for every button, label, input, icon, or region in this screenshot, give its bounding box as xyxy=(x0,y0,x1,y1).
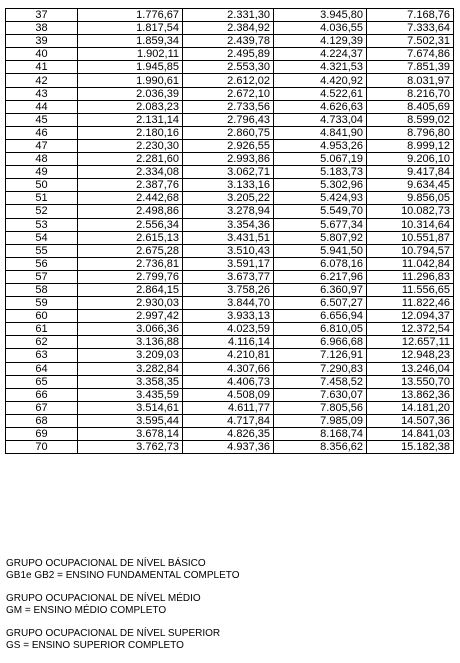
group-gs-cell: 5.941,50 xyxy=(274,244,367,257)
table-row xyxy=(6,218,454,231)
group-gm-cell: 3.758,26 xyxy=(183,283,274,296)
level-cell: 59 xyxy=(6,297,78,310)
group-gm-cell: 4.611,77 xyxy=(183,401,274,414)
group-top-cell: 9.206,10 xyxy=(367,153,454,166)
group-gb-cell: 2.131,14 xyxy=(78,113,183,126)
level-cell: 61 xyxy=(6,323,78,336)
group-gm-cell: 2.612,02 xyxy=(183,74,274,87)
table-row xyxy=(6,9,454,22)
note-detail: GB1e GB2 = ENSINO FUNDAMENTAL COMPLETO xyxy=(6,569,240,581)
level-cell: 70 xyxy=(6,441,78,454)
group-gs-cell: 6.078,16 xyxy=(274,257,367,270)
group-gs-cell: 6.217,96 xyxy=(274,270,367,283)
group-gm-cell: 4.023,59 xyxy=(183,323,274,336)
note-heading: GRUPO OCUPACIONAL DE NÍVEL SUPERIOR xyxy=(6,628,221,639)
table-row xyxy=(6,349,454,362)
group-gm-cell: 2.860,75 xyxy=(183,126,274,139)
group-gm-cell: 2.993,86 xyxy=(183,153,274,166)
group-top-cell: 7.333,64 xyxy=(367,22,454,35)
group-top-cell: 14.507,36 xyxy=(367,414,454,427)
group-gb-cell: 2.997,42 xyxy=(78,310,183,323)
level-cell: 52 xyxy=(6,205,78,218)
group-gs-cell: 5.677,34 xyxy=(274,218,367,231)
table-row xyxy=(6,441,454,454)
group-gb-cell: 2.083,23 xyxy=(78,100,183,113)
group-gs-cell: 6.656,94 xyxy=(274,310,367,323)
group-top-cell: 8.999,12 xyxy=(367,139,454,152)
legend-notes xyxy=(6,558,239,663)
group-gb-cell: 2.334,08 xyxy=(78,166,183,179)
table-row xyxy=(6,401,454,414)
level-cell: 50 xyxy=(6,179,78,192)
group-gb-cell: 2.281,60 xyxy=(78,153,183,166)
group-gs-cell: 7.290,83 xyxy=(274,362,367,375)
group-gs-cell: 5.067,19 xyxy=(274,153,367,166)
table-row xyxy=(6,139,454,152)
group-gb-cell: 3.435,59 xyxy=(78,388,183,401)
group-gm-cell: 3.062,71 xyxy=(183,166,274,179)
level-cell: 48 xyxy=(6,153,78,166)
table-row xyxy=(6,297,454,310)
group-gm-cell: 4.116,14 xyxy=(183,336,274,349)
group-gm-cell: 3.510,43 xyxy=(183,244,274,257)
group-gb-cell: 3.678,14 xyxy=(78,428,183,441)
table-row xyxy=(6,375,454,388)
group-gm-cell: 2.331,30 xyxy=(183,9,274,22)
table-row xyxy=(6,153,454,166)
note-detail: GS = ENSINO SUPERIOR COMPLETO xyxy=(6,639,184,651)
group-gm-cell: 2.796,43 xyxy=(183,113,274,126)
note-group xyxy=(6,593,239,616)
group-gm-cell: 2.672,10 xyxy=(183,87,274,100)
level-cell: 69 xyxy=(6,428,78,441)
table-row xyxy=(6,35,454,48)
group-gb-cell: 2.180,16 xyxy=(78,126,183,139)
group-gs-cell: 7.805,56 xyxy=(274,401,367,414)
group-top-cell: 12.657,11 xyxy=(367,336,454,349)
group-gm-cell: 3.933,13 xyxy=(183,310,274,323)
level-cell: 54 xyxy=(6,231,78,244)
group-gs-cell: 4.626,63 xyxy=(274,100,367,113)
group-gb-cell: 1.902,11 xyxy=(78,48,183,61)
group-gb-cell: 2.799,76 xyxy=(78,270,183,283)
group-gb-cell: 3.514,61 xyxy=(78,401,183,414)
level-cell: 42 xyxy=(6,74,78,87)
group-gb-cell: 2.230,30 xyxy=(78,139,183,152)
group-gb-cell: 2.675,28 xyxy=(78,244,183,257)
group-top-cell: 7.168,76 xyxy=(367,9,454,22)
group-gm-cell: 2.733,56 xyxy=(183,100,274,113)
table-row xyxy=(6,22,454,35)
group-gm-cell: 3.591,17 xyxy=(183,257,274,270)
level-cell: 62 xyxy=(6,336,78,349)
table-row xyxy=(6,179,454,192)
group-top-cell: 8.796,80 xyxy=(367,126,454,139)
group-top-cell: 14.181,20 xyxy=(367,401,454,414)
group-gs-cell: 6.507,27 xyxy=(274,297,367,310)
group-gs-cell: 4.953,26 xyxy=(274,139,367,152)
group-gm-cell: 3.278,94 xyxy=(183,205,274,218)
table-row xyxy=(6,283,454,296)
group-top-cell: 10.314,64 xyxy=(367,218,454,231)
group-gm-cell: 4.210,81 xyxy=(183,349,274,362)
group-top-cell: 7.502,31 xyxy=(367,35,454,48)
table-row xyxy=(6,100,454,113)
level-cell: 58 xyxy=(6,283,78,296)
table-row xyxy=(6,113,454,126)
level-cell: 49 xyxy=(6,166,78,179)
salary-table-body xyxy=(6,9,454,454)
group-top-cell: 11.042,84 xyxy=(367,257,454,270)
table-row xyxy=(6,414,454,427)
group-gm-cell: 2.926,55 xyxy=(183,139,274,152)
group-gs-cell: 4.420,92 xyxy=(274,74,367,87)
group-gs-cell: 7.458,52 xyxy=(274,375,367,388)
table-row xyxy=(6,244,454,257)
group-gm-cell: 4.717,84 xyxy=(183,414,274,427)
group-top-cell: 8.031,97 xyxy=(367,74,454,87)
group-gb-cell: 2.036,39 xyxy=(78,87,183,100)
group-gm-cell: 4.508,09 xyxy=(183,388,274,401)
group-gb-cell: 2.556,34 xyxy=(78,218,183,231)
group-top-cell: 8.405,69 xyxy=(367,100,454,113)
group-gb-cell: 3.762,73 xyxy=(78,441,183,454)
note-heading: GRUPO OCUPACIONAL DE NÍVEL MÉDIO xyxy=(6,593,201,604)
group-top-cell: 12.948,23 xyxy=(367,349,454,362)
level-cell: 56 xyxy=(6,257,78,270)
table-row xyxy=(6,61,454,74)
group-top-cell: 9.856,05 xyxy=(367,192,454,205)
group-gb-cell: 1.990,61 xyxy=(78,74,183,87)
group-top-cell: 10.794,57 xyxy=(367,244,454,257)
group-gs-cell: 6.810,05 xyxy=(274,323,367,336)
level-cell: 43 xyxy=(6,87,78,100)
group-gs-cell: 5.302,96 xyxy=(274,179,367,192)
group-gs-cell: 4.321,53 xyxy=(274,61,367,74)
level-cell: 39 xyxy=(6,35,78,48)
group-top-cell: 9.417,84 xyxy=(367,166,454,179)
table-row xyxy=(6,428,454,441)
group-gm-cell: 3.431,51 xyxy=(183,231,274,244)
group-top-cell: 11.296,83 xyxy=(367,270,454,283)
table-row xyxy=(6,270,454,283)
group-gs-cell: 4.733,04 xyxy=(274,113,367,126)
group-gb-cell: 3.282,84 xyxy=(78,362,183,375)
group-top-cell: 12.094,37 xyxy=(367,310,454,323)
level-cell: 51 xyxy=(6,192,78,205)
level-cell: 44 xyxy=(6,100,78,113)
level-cell: 53 xyxy=(6,218,78,231)
group-gm-cell: 3.205,22 xyxy=(183,192,274,205)
group-gs-cell: 4.522,61 xyxy=(274,87,367,100)
table-row xyxy=(6,323,454,336)
group-gm-cell: 2.384,92 xyxy=(183,22,274,35)
level-cell: 67 xyxy=(6,401,78,414)
group-top-cell: 11.822,46 xyxy=(367,297,454,310)
group-gb-cell: 3.595,44 xyxy=(78,414,183,427)
group-gm-cell: 4.406,73 xyxy=(183,375,274,388)
group-gm-cell: 4.307,66 xyxy=(183,362,274,375)
group-gb-cell: 2.930,03 xyxy=(78,297,183,310)
group-top-cell: 8.216,70 xyxy=(367,87,454,100)
group-top-cell: 10.551,87 xyxy=(367,231,454,244)
group-gm-cell: 4.937,36 xyxy=(183,441,274,454)
group-gm-cell: 3.673,77 xyxy=(183,270,274,283)
table-row xyxy=(6,388,454,401)
group-gs-cell: 4.129,39 xyxy=(274,35,367,48)
group-gb-cell: 1.817,54 xyxy=(78,22,183,35)
table-row xyxy=(6,310,454,323)
group-gb-cell: 1.776,67 xyxy=(78,9,183,22)
note-heading: GRUPO OCUPACIONAL DE NÍVEL BÁSICO xyxy=(6,558,206,569)
level-cell: 41 xyxy=(6,61,78,74)
group-top-cell: 13.862,36 xyxy=(367,388,454,401)
table-row xyxy=(6,74,454,87)
level-cell: 68 xyxy=(6,414,78,427)
note-group xyxy=(6,628,239,651)
table-row xyxy=(6,205,454,218)
table-row xyxy=(6,48,454,61)
group-top-cell: 7.674,86 xyxy=(367,48,454,61)
level-cell: 60 xyxy=(6,310,78,323)
group-gs-cell: 8.356,62 xyxy=(274,441,367,454)
level-cell: 40 xyxy=(6,48,78,61)
group-gs-cell: 6.966,68 xyxy=(274,336,367,349)
level-cell: 45 xyxy=(6,113,78,126)
table-row xyxy=(6,257,454,270)
group-top-cell: 11.556,65 xyxy=(367,283,454,296)
table-row xyxy=(6,192,454,205)
group-gs-cell: 5.807,92 xyxy=(274,231,367,244)
group-gm-cell: 3.844,70 xyxy=(183,297,274,310)
group-gb-cell: 3.358,35 xyxy=(78,375,183,388)
group-top-cell: 14.841,03 xyxy=(367,428,454,441)
level-cell: 65 xyxy=(6,375,78,388)
group-gb-cell: 2.864,15 xyxy=(78,283,183,296)
level-cell: 55 xyxy=(6,244,78,257)
group-top-cell: 8.599,02 xyxy=(367,113,454,126)
group-gs-cell: 7.126,91 xyxy=(274,349,367,362)
table-row xyxy=(6,336,454,349)
level-cell: 64 xyxy=(6,362,78,375)
group-gm-cell: 3.133,16 xyxy=(183,179,274,192)
group-top-cell: 13.550,70 xyxy=(367,375,454,388)
group-gs-cell: 6.360,97 xyxy=(274,283,367,296)
group-top-cell: 12.372,54 xyxy=(367,323,454,336)
group-gm-cell: 2.495,89 xyxy=(183,48,274,61)
group-top-cell: 13.246,04 xyxy=(367,362,454,375)
note-detail: GM = ENSINO MÉDIO COMPLETO xyxy=(6,604,167,616)
level-cell: 66 xyxy=(6,388,78,401)
group-gs-cell: 5.549,70 xyxy=(274,205,367,218)
group-gm-cell: 3.354,36 xyxy=(183,218,274,231)
group-top-cell: 9.634,45 xyxy=(367,179,454,192)
group-gs-cell: 5.424,93 xyxy=(274,192,367,205)
group-gb-cell: 3.136,88 xyxy=(78,336,183,349)
group-gb-cell: 1.945,85 xyxy=(78,61,183,74)
group-gs-cell: 4.036,55 xyxy=(274,22,367,35)
group-gs-cell: 8.168,74 xyxy=(274,428,367,441)
level-cell: 46 xyxy=(6,126,78,139)
group-gb-cell: 1.859,34 xyxy=(78,35,183,48)
group-gs-cell: 4.224,37 xyxy=(274,48,367,61)
level-cell: 47 xyxy=(6,139,78,152)
group-gm-cell: 2.553,30 xyxy=(183,61,274,74)
group-gb-cell: 2.615,13 xyxy=(78,231,183,244)
group-gb-cell: 2.736,81 xyxy=(78,257,183,270)
level-cell: 63 xyxy=(6,349,78,362)
group-gs-cell: 3.945,80 xyxy=(274,9,367,22)
table-row xyxy=(6,166,454,179)
group-top-cell: 10.082,73 xyxy=(367,205,454,218)
group-top-cell: 7.851,39 xyxy=(367,61,454,74)
group-top-cell: 15.182,38 xyxy=(367,441,454,454)
group-gb-cell: 2.387,76 xyxy=(78,179,183,192)
salary-table xyxy=(5,8,454,454)
group-gm-cell: 4.826,35 xyxy=(183,428,274,441)
group-gs-cell: 4.841,90 xyxy=(274,126,367,139)
group-gm-cell: 2.439,78 xyxy=(183,35,274,48)
level-cell: 57 xyxy=(6,270,78,283)
group-gb-cell: 3.209,03 xyxy=(78,349,183,362)
table-row xyxy=(6,231,454,244)
table-row xyxy=(6,362,454,375)
group-gs-cell: 7.630,07 xyxy=(274,388,367,401)
table-row xyxy=(6,87,454,100)
table-row xyxy=(6,126,454,139)
group-gb-cell: 3.066,36 xyxy=(78,323,183,336)
note-group xyxy=(6,558,239,581)
level-cell: 37 xyxy=(6,9,78,22)
group-gb-cell: 2.498,86 xyxy=(78,205,183,218)
level-cell: 38 xyxy=(6,22,78,35)
group-gs-cell: 5.183,73 xyxy=(274,166,367,179)
group-gs-cell: 7.985,09 xyxy=(274,414,367,427)
group-gb-cell: 2.442,68 xyxy=(78,192,183,205)
